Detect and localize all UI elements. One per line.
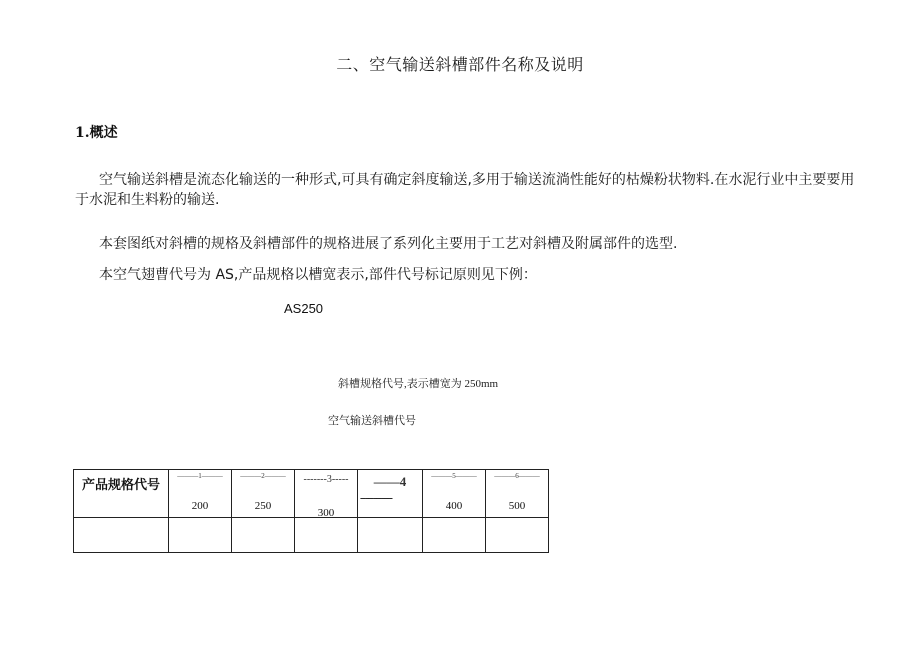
column-index: -------3-----	[303, 474, 349, 485]
table-cell	[295, 470, 358, 518]
column-value: 200	[191, 500, 209, 512]
example-note-width: 斜槽规格代号,表示槽宽为 250mm	[338, 378, 499, 390]
column-value: 300	[317, 507, 335, 519]
example-note-type: 空气输送斜槽代号	[328, 415, 416, 427]
table-cell	[232, 470, 295, 518]
column-index: ———5———	[431, 472, 477, 480]
table-cell	[358, 470, 423, 518]
table-cell	[486, 518, 549, 553]
spec-table	[73, 469, 549, 553]
page-title: 二、空气输送斜槽部件名称及说明	[336, 55, 584, 74]
column-index: ———2———	[240, 472, 286, 480]
table-row	[74, 470, 549, 518]
table-header-cell: 产品规格代号	[74, 470, 169, 518]
table-cell	[232, 518, 295, 553]
column-value: 500	[508, 500, 526, 512]
section-heading: 1.概述	[75, 125, 118, 141]
column-index: ———6———	[494, 472, 540, 480]
table-cell	[423, 470, 486, 518]
table-cell	[169, 518, 232, 553]
table-cell	[295, 518, 358, 553]
column-value: 250	[254, 500, 272, 512]
column-value: 400	[445, 500, 463, 512]
column-dash: ------------	[360, 492, 392, 504]
table-cell	[74, 518, 169, 553]
table-cell	[169, 470, 232, 518]
code-rule-paragraph: 本空气翅曹代号为 AS,产品规格以槽宽表示,部件代号标记原则见下例：	[99, 267, 537, 283]
scope-paragraph: 本套图纸对斜槽的规格及斜槽部件的规格进展了系列化主要用于工艺对斜槽及附属部件的选型.	[99, 236, 678, 252]
column-index: ——4	[373, 474, 407, 489]
table-row	[74, 518, 549, 553]
table-cell	[358, 518, 423, 553]
column-index: ———1———	[177, 472, 223, 480]
table-cell	[423, 518, 486, 553]
overview-paragraph: 空气输送斜槽是流态化输送的一种形式,可具有确定斜度输送,多用于输送流淌性能好的枯燥粉状物料.在水泥行业中主要要用于水泥和生料粉的输送.	[75, 172, 855, 208]
table-cell	[486, 470, 549, 518]
example-code: AS250	[284, 301, 324, 316]
